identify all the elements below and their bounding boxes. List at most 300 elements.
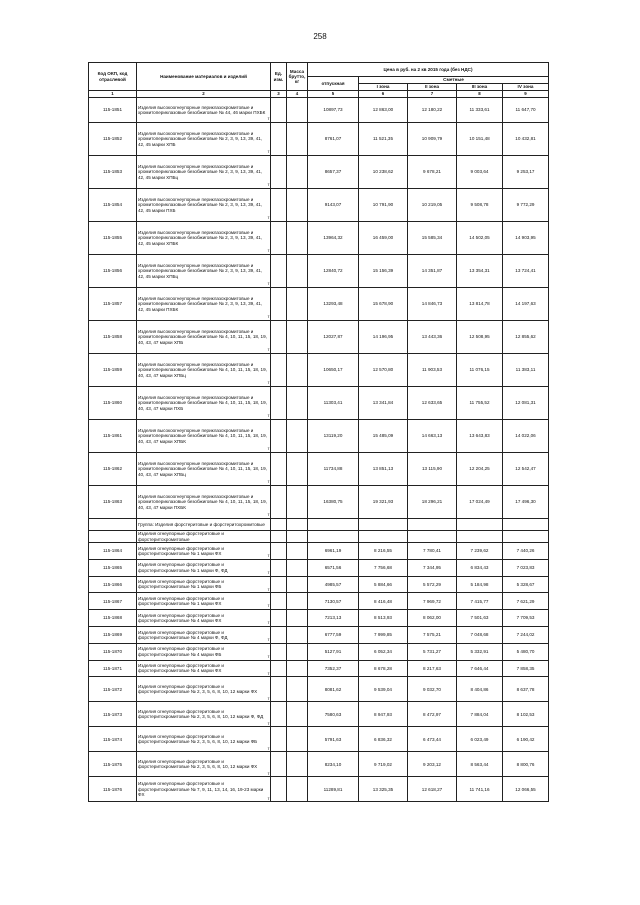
item-name-cell — [137, 593, 271, 610]
price-p9: 7 621,29 — [503, 593, 549, 610]
item-unit-cell — [271, 559, 287, 576]
item-name: Изделия огнеупорные форстеритовые и форстеритохромитовые № 4 марки ФБ — [138, 646, 224, 657]
item-unit: т — [267, 215, 270, 221]
item-name: Изделия высокоогнеупорные периклазохромитовые и хромитопериклазовые безобжиговые № 2, 3, 9, 13, 39, 41, 42, 45 марки ХПБц — [138, 164, 263, 180]
empty-cell — [359, 519, 408, 531]
item-unit-cell — [271, 486, 287, 519]
item-name-cell — [137, 543, 271, 560]
price-p6: 16 459,00 — [359, 222, 408, 255]
price-p7: 7 780,41 — [408, 543, 457, 560]
item-unit: т — [267, 636, 270, 642]
price-p7: 14 663,13 — [408, 420, 457, 453]
empty-cell — [308, 531, 359, 543]
empty-cell — [271, 531, 287, 543]
price-table — [88, 62, 549, 802]
empty-cell — [457, 531, 503, 543]
price-p9: 11 383,11 — [503, 354, 549, 387]
item-name: Изделия высокоогнеупорные периклазохромитовые и хромитопериклазовые безобжиговые № 2, 3, 9, 13, 39, 41, 42, 45 марки ХПБ — [138, 131, 263, 147]
item-code: 115-1854 — [89, 189, 137, 222]
item-code: 115-1870 — [89, 643, 137, 660]
price-p8: 12 508,95 — [457, 321, 503, 354]
item-code: 115-1865 — [89, 559, 137, 576]
price-p8: 5 332,91 — [457, 643, 503, 660]
item-code: 115-1864 — [89, 543, 137, 560]
price-p7: 10 219,05 — [408, 189, 457, 222]
item-code: 115-1872 — [89, 677, 137, 702]
item-unit: т — [267, 603, 270, 609]
price-p6: 7 999,85 — [359, 626, 408, 643]
price-p5: 10897,73 — [308, 98, 359, 123]
item-code: 115-1873 — [89, 702, 137, 727]
item-name: Изделия огнеупорные форстеритовые и форстеритохромитовые № 1 марки ФХ — [138, 596, 224, 607]
item-unit-cell — [271, 677, 287, 702]
header-otpusk: отпускная — [308, 77, 359, 91]
price-p9: 9 772,29 — [503, 189, 549, 222]
price-p7: 6 473,44 — [408, 727, 457, 752]
price-p6: 13 341,84 — [359, 387, 408, 420]
item-unit: т — [267, 413, 270, 419]
col-index: 9 — [503, 91, 549, 98]
item-name: Изделия высокоогнеупорные периклазохромитовые и хромитопериклазовые безобжиговые № 4, 10, 11, 15, 18, 19, 40, 43, 47 марки ХПБК — [138, 428, 267, 444]
item-name-cell — [137, 288, 271, 321]
item-unit: т — [267, 248, 270, 254]
item-mass — [287, 288, 308, 321]
price-p8: 13 643,83 — [457, 420, 503, 453]
item-mass — [287, 189, 308, 222]
item-mass — [287, 576, 308, 593]
table-row — [89, 677, 549, 702]
item-unit-cell — [271, 610, 287, 627]
empty-cell — [503, 519, 549, 531]
price-p8: 7 501,63 — [457, 610, 503, 627]
item-name: Изделия огнеупорные форстеритовые и форстеритохромитовые № 2, 3, 5, 6, 8, 10, 12 марки ФХ — [138, 684, 258, 695]
price-p9: 8 102,53 — [503, 702, 549, 727]
empty-cell — [287, 531, 308, 543]
item-unit: т — [267, 446, 270, 452]
item-unit: т — [267, 653, 270, 659]
item-code: 115-1858 — [89, 321, 137, 354]
item-unit: т — [267, 149, 270, 155]
price-p9: 8 800,76 — [503, 752, 549, 777]
item-name-cell — [137, 643, 271, 660]
table-row — [89, 387, 549, 420]
item-mass — [287, 777, 308, 802]
item-unit: т — [267, 281, 270, 287]
price-p7: 9 032,70 — [408, 677, 457, 702]
price-p9: 12 855,62 — [503, 321, 549, 354]
price-p9: 8 637,78 — [503, 677, 549, 702]
item-unit-cell — [271, 752, 287, 777]
item-unit-cell — [271, 288, 287, 321]
item-name: Изделия высокоогнеупорные периклазохромитовые и хромитопериклазовые безобжиговые № 2, 3, 9, 13, 39, 41, 42, 45 марки ПХБК — [138, 296, 263, 312]
price-p9: 12 066,55 — [503, 777, 549, 802]
price-p9: 7 858,35 — [503, 660, 549, 677]
item-name: Изделия огнеупорные форстеритовые и форстеритохромитовые № 1 марки ФБ — [138, 579, 224, 590]
price-p7: 14 846,73 — [408, 288, 457, 321]
table-row — [89, 727, 549, 752]
price-p6: 6 052,34 — [359, 643, 408, 660]
header-smetnye: Сметные — [359, 77, 549, 84]
item-mass — [287, 387, 308, 420]
col-index: 7 — [408, 91, 457, 98]
table-row — [89, 453, 549, 486]
price-p5: 8761,07 — [308, 123, 359, 156]
item-code: 115-1856 — [89, 255, 137, 288]
item-code: 115-1869 — [89, 626, 137, 643]
item-unit-cell — [271, 255, 287, 288]
price-p8: 11 333,61 — [457, 98, 503, 123]
price-p9: 14 022,06 — [503, 420, 549, 453]
price-p7: 13 115,90 — [408, 453, 457, 486]
item-name-cell — [137, 576, 271, 593]
item-code: 115-1875 — [89, 752, 137, 777]
price-p8: 13 354,31 — [457, 255, 503, 288]
item-unit-cell — [271, 156, 287, 189]
item-name-cell — [137, 222, 271, 255]
price-p9: 5 480,70 — [503, 643, 549, 660]
price-p5: 12027,87 — [308, 321, 359, 354]
item-unit: т — [267, 182, 270, 188]
price-p9: 7 709,53 — [503, 610, 549, 627]
item-unit-cell — [271, 543, 287, 560]
price-p6: 12 863,00 — [359, 98, 408, 123]
price-p5: 8081,62 — [308, 677, 359, 702]
price-p5: 5791,63 — [308, 727, 359, 752]
col-index: 1 — [89, 91, 137, 98]
empty-cell — [287, 519, 308, 531]
item-name: Изделия огнеупорные форстеритовые и форстеритохромитовые № 7, 9, 11, 13, 14, 16, 19-23 марки ФХ — [138, 781, 264, 798]
price-p6: 6 836,32 — [359, 727, 408, 752]
table-row — [89, 321, 549, 354]
price-p8: 8 563,44 — [457, 752, 503, 777]
item-name-cell — [137, 610, 271, 627]
item-unit: т — [267, 670, 270, 676]
item-code: 115-1866 — [89, 576, 137, 593]
item-name-cell — [137, 752, 271, 777]
price-p6: 10 238,62 — [359, 156, 408, 189]
item-name: Изделия высокоогнеупорные периклазохромитовые и хромитопериклазовые безобжиговые № 2, 3, 9, 13, 39, 41, 42, 45 марки ХПБК — [138, 230, 263, 246]
price-p8: 13 814,78 — [457, 288, 503, 321]
item-name: Изделия огнеупорные форстеритовые и форстеритохромитовые № 1 марки ФХ — [138, 545, 224, 556]
header-unit: Ед. изм. — [271, 63, 287, 91]
item-code: 115-1855 — [89, 222, 137, 255]
item-unit: т — [267, 380, 270, 386]
item-unit: т — [267, 569, 270, 575]
item-name-cell — [137, 626, 271, 643]
item-mass — [287, 702, 308, 727]
price-p6: 5 884,66 — [359, 576, 408, 593]
price-p9: 13 724,41 — [503, 255, 549, 288]
item-name-cell — [137, 354, 271, 387]
item-mass — [287, 453, 308, 486]
price-p5: 7580,63 — [308, 702, 359, 727]
price-p8: 5 184,98 — [457, 576, 503, 593]
price-p5: 4985,57 — [308, 576, 359, 593]
item-unit-cell — [271, 702, 287, 727]
item-name-cell — [137, 486, 271, 519]
price-p6: 7 756,68 — [359, 559, 408, 576]
price-p8: 8 404,86 — [457, 677, 503, 702]
price-p7: 8 217,63 — [408, 660, 457, 677]
header-zone-2: II зона — [408, 84, 457, 91]
price-p6: 9 719,02 — [359, 752, 408, 777]
item-unit-cell — [271, 777, 287, 802]
item-name-cell — [137, 660, 271, 677]
item-code: 115-1860 — [89, 387, 137, 420]
table-row — [89, 610, 549, 627]
price-p6: 8 947,93 — [359, 702, 408, 727]
price-p6: 10 791,90 — [359, 189, 408, 222]
price-p7: 7 969,72 — [408, 593, 457, 610]
col-index: 6 — [359, 91, 408, 98]
item-unit-cell — [271, 222, 287, 255]
item-unit: т — [267, 479, 270, 485]
header-zone-4: IV зона — [503, 84, 549, 91]
table-row — [89, 643, 549, 660]
col-index: 3 — [271, 91, 287, 98]
price-p5: 13964,32 — [308, 222, 359, 255]
price-p6: 15 485,09 — [359, 420, 408, 453]
table-body — [89, 98, 549, 802]
price-p6: 15 678,90 — [359, 288, 408, 321]
item-mass — [287, 626, 308, 643]
item-name-cell — [137, 453, 271, 486]
page-number: 258 — [313, 32, 327, 41]
group-row — [89, 519, 549, 531]
item-name: Изделия высокоогнеупорные периклазохромитовые и хромитопериклазовые безобжиговые № 2, 3, 9, 13, 39, 41, 42, 45 марки ХПБц — [138, 263, 263, 279]
item-code: 115-1857 — [89, 288, 137, 321]
price-p7: 9 678,21 — [408, 156, 457, 189]
price-p6: 11 521,35 — [359, 123, 408, 156]
header-zone-3: III зона — [457, 84, 503, 91]
item-code: 115-1859 — [89, 354, 137, 387]
item-mass — [287, 610, 308, 627]
item-name-cell — [137, 559, 271, 576]
price-p7: 9 203,12 — [408, 752, 457, 777]
item-unit: т — [267, 770, 270, 776]
item-unit-cell — [271, 420, 287, 453]
item-mass — [287, 420, 308, 453]
price-p6: 8 216,55 — [359, 543, 408, 560]
price-p7: 10 909,79 — [408, 123, 457, 156]
item-unit-cell — [271, 354, 287, 387]
item-unit-cell — [271, 453, 287, 486]
price-p6: 9 539,04 — [359, 677, 408, 702]
price-p5: 13119,20 — [308, 420, 359, 453]
table-row — [89, 593, 549, 610]
table-row — [89, 98, 549, 123]
item-name: Изделия огнеупорные форстеритовые и форстеритохромитовые № 4 марки Ф, ФД — [138, 629, 228, 640]
empty-cell — [503, 531, 549, 543]
item-name-cell — [137, 123, 271, 156]
item-mass — [287, 321, 308, 354]
price-p5: 11734,88 — [308, 453, 359, 486]
header-mass: Масса брутто, кг — [287, 63, 308, 91]
empty-cell — [359, 531, 408, 543]
price-p8: 7 646,44 — [457, 660, 503, 677]
col-index: 2 — [137, 91, 271, 98]
price-p9: 11 647,70 — [503, 98, 549, 123]
item-unit: т — [267, 314, 270, 320]
price-p9: 10 432,81 — [503, 123, 549, 156]
price-p6: 8 416,48 — [359, 593, 408, 610]
price-p5: 6571,56 — [308, 559, 359, 576]
price-p7: 7 344,95 — [408, 559, 457, 576]
item-mass — [287, 593, 308, 610]
item-mass — [287, 354, 308, 387]
price-p8: 10 151,48 — [457, 123, 503, 156]
price-p5: 9143,07 — [308, 189, 359, 222]
price-p8: 9 508,78 — [457, 189, 503, 222]
item-unit: т — [267, 552, 270, 558]
price-p6: 8 513,93 — [359, 610, 408, 627]
price-p9: 5 328,67 — [503, 576, 549, 593]
price-p8: 11 741,16 — [457, 777, 503, 802]
price-p5: 7213,13 — [308, 610, 359, 627]
price-p8: 12 204,25 — [457, 453, 503, 486]
item-name-cell — [137, 255, 271, 288]
item-mass — [287, 643, 308, 660]
item-name: Изделия высокоогнеупорные периклазохромитовые и хромитопериклазовые безобжиговые № 4, 10, 11, 15, 18, 19, 40, 43, 47 марки ПХБ — [138, 395, 267, 411]
price-p9: 12 542,47 — [503, 453, 549, 486]
price-p6: 14 196,95 — [359, 321, 408, 354]
price-p7: 14 351,87 — [408, 255, 457, 288]
price-p9: 14 197,63 — [503, 288, 549, 321]
price-p8: 14 502,05 — [457, 222, 503, 255]
price-p6: 12 570,80 — [359, 354, 408, 387]
item-name: Изделия огнеупорные форстеритовые и форстеритохромитовые № 4 марки ФХ — [138, 612, 224, 624]
price-p7: 18 296,21 — [408, 486, 457, 519]
item-code: 115-1871 — [89, 660, 137, 677]
table-row — [89, 660, 549, 677]
item-unit-cell — [271, 387, 287, 420]
price-p9: 7 023,83 — [503, 559, 549, 576]
table-row — [89, 626, 549, 643]
price-p8: 9 003,64 — [457, 156, 503, 189]
item-unit: т — [267, 720, 270, 726]
price-p9: 6 190,42 — [503, 727, 549, 752]
price-p6: 19 321,93 — [359, 486, 408, 519]
item-unit: т — [267, 347, 270, 353]
group-title: Группа: Изделия форстеритовые и форстеритохромитовые — [137, 519, 271, 531]
item-name: Изделия огнеупорные форстеритовые и форстеритохромитовые № 2, 3, 5, 6, 8, 10, 12 марки Ф, ФД — [138, 709, 264, 720]
table-row — [89, 752, 549, 777]
price-p7: 15 585,34 — [408, 222, 457, 255]
price-p9: 9 253,17 — [503, 156, 549, 189]
item-unit-cell — [271, 660, 287, 677]
price-p7: 5 731,27 — [408, 643, 457, 660]
item-unit: т — [267, 116, 270, 122]
item-mass — [287, 559, 308, 576]
price-p8: 11 076,15 — [457, 354, 503, 387]
table-row — [89, 354, 549, 387]
table-row — [89, 420, 549, 453]
table-row — [89, 123, 549, 156]
price-p9: 7 440,26 — [503, 543, 549, 560]
price-p7: 12 633,65 — [408, 387, 457, 420]
item-name: Изделия высокоогнеупорные периклазохромитовые и хромитопериклазовые безобжиговые № 2, 3, 9, 13, 39, 41, 42, 45 марки ПХБ — [138, 197, 263, 213]
item-name: Изделия огнеупорные форстеритовые и форстеритохромитовые № 1 марки Ф, ФД — [138, 562, 228, 573]
item-name: Изделия огнеупорные форстеритовые и форстеритохромитовые № 4 марки ФХ — [138, 663, 224, 674]
empty-cell — [408, 519, 457, 531]
group-row — [89, 531, 549, 543]
table-row — [89, 255, 549, 288]
item-unit-cell — [271, 626, 287, 643]
header-price-group: Цена в руб. на 2 кв 2015 года (без НДС) — [308, 63, 549, 77]
item-unit: т — [267, 745, 270, 751]
price-p7: 8 062,00 — [408, 610, 457, 627]
item-unit-cell — [271, 727, 287, 752]
item-name-cell — [137, 702, 271, 727]
item-name: Изделия высокоогнеупорные периклазохромитовые и хромитопериклазовые безобжиговые № 4, 10, 11, 15, 18, 19, 40, 43, 47 марки ХПБц — [138, 362, 267, 378]
price-p5: 8234,10 — [308, 752, 359, 777]
group-code-cell — [89, 519, 137, 531]
item-unit: т — [267, 795, 270, 801]
price-p5: 7130,57 — [308, 593, 359, 610]
header-code: Код ОКП, код отраслевой — [89, 63, 137, 91]
item-name-cell — [137, 777, 271, 802]
price-p8: 17 024,49 — [457, 486, 503, 519]
item-name-cell — [137, 98, 271, 123]
item-unit: т — [267, 512, 270, 518]
col-index: 5 — [308, 91, 359, 98]
price-p5: 10650,17 — [308, 354, 359, 387]
price-p5: 6777,59 — [308, 626, 359, 643]
price-p6: 15 156,39 — [359, 255, 408, 288]
empty-cell — [457, 519, 503, 531]
price-p6: 13 851,13 — [359, 453, 408, 486]
item-mass — [287, 752, 308, 777]
item-unit-cell — [271, 643, 287, 660]
item-code: 115-1861 — [89, 420, 137, 453]
item-unit-cell — [271, 123, 287, 156]
item-unit: т — [267, 695, 270, 701]
price-p5: 16380,75 — [308, 486, 359, 519]
table-row — [89, 702, 549, 727]
item-code: 115-1862 — [89, 453, 137, 486]
table-row — [89, 576, 549, 593]
item-name: Изделия высокоогнеупорные периклазохромитовые и хромитопериклазовые безобжиговые № 4, 10, 11, 15, 18, 19, 40, 43, 47 марки ПХБК — [138, 494, 267, 510]
item-name: Изделия высокоогнеупорные периклазохромитовые и хромитопериклазовые безобжиговые № 44, 46 марки ПХБК — [138, 104, 266, 115]
price-p5: 13293,48 — [308, 288, 359, 321]
price-p5: 5127,91 — [308, 643, 359, 660]
item-name: Изделия огнеупорные форстеритовые и форстеритохромитовые № 2, 3, 5, 6, 8, 10, 12 марки ФБ — [138, 734, 258, 745]
price-p5: 11289,81 — [308, 777, 359, 802]
item-name: Изделия высокоогнеупорные периклазохромитовые и хромитопериклазовые безобжиговые № 4, 10, 11, 15, 18, 19, 40, 43, 47 марки ХПБц — [138, 461, 267, 477]
price-p5: 12840,72 — [308, 255, 359, 288]
price-p5: 6961,19 — [308, 543, 359, 560]
price-p8: 11 755,52 — [457, 387, 503, 420]
price-p9: 7 244,02 — [503, 626, 549, 643]
item-name: Изделия огнеупорные форстеритовые и форстеритохромитовые № 2, 3, 5, 6, 8, 10, 12 марки ФХ — [138, 759, 258, 770]
item-mass — [287, 156, 308, 189]
price-p9: 12 081,31 — [503, 387, 549, 420]
item-name-cell — [137, 387, 271, 420]
price-p9: 17 496,30 — [503, 486, 549, 519]
price-p8: 6 023,49 — [457, 727, 503, 752]
header-name: Наименование материалов и изделий — [137, 63, 271, 91]
price-p8: 7 239,62 — [457, 543, 503, 560]
price-p6: 8 678,28 — [359, 660, 408, 677]
price-p8: 7 415,77 — [457, 593, 503, 610]
item-code: 115-1867 — [89, 593, 137, 610]
item-code: 115-1851 — [89, 98, 137, 123]
price-p7: 12 180,22 — [408, 98, 457, 123]
price-p5: 7352,37 — [308, 660, 359, 677]
group-code-cell — [89, 531, 137, 543]
table-row — [89, 486, 549, 519]
price-p8: 6 834,43 — [457, 559, 503, 576]
